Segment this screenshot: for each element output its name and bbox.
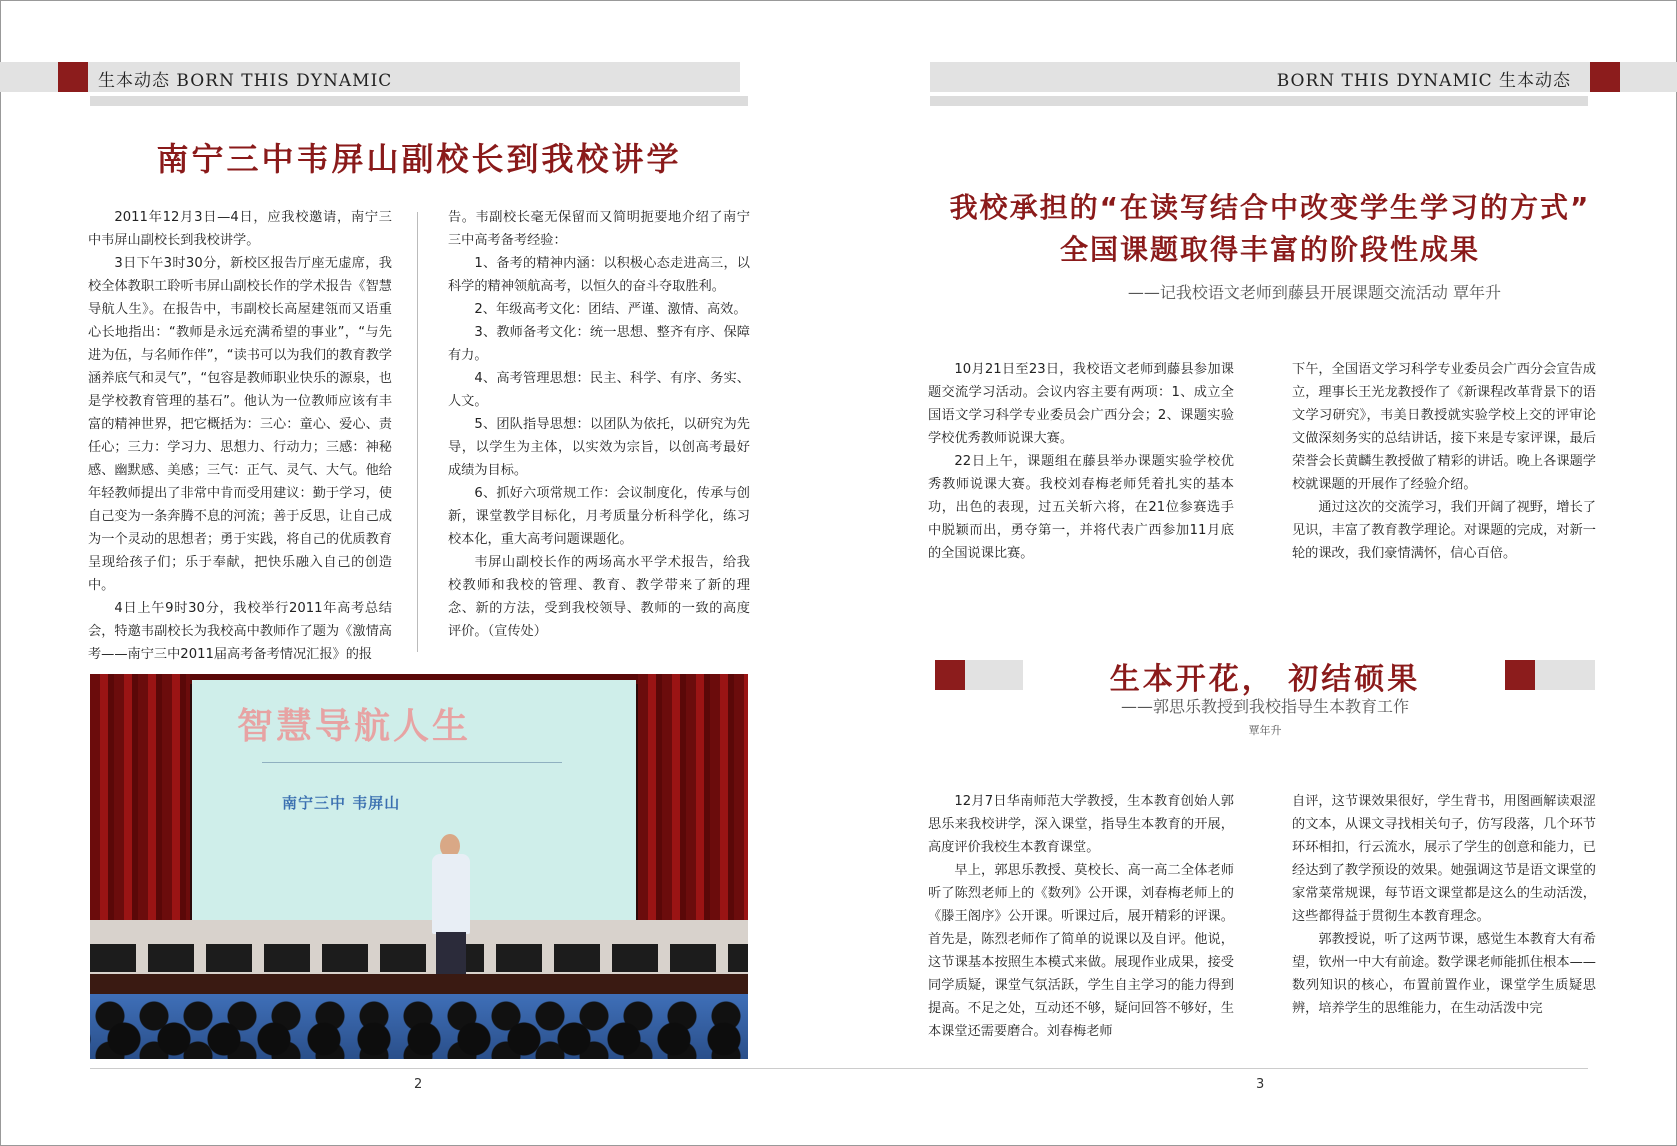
- speaker-legs: [436, 932, 466, 976]
- column-divider: [417, 212, 418, 652]
- page-number-right: 3: [1256, 1077, 1265, 1092]
- lecture-photo: [90, 674, 748, 1059]
- paragraph: 下午，全国语文学习科学专业委员会广西分会宣告成立，理事长王光龙教授作了《新课程改革背景下的语文学习研究》，韦美日教授就实验学校上交的评审论文做深刻务实的总结讲话，接下来是专家评课，最后荣誉会长黄麟生教授做了精彩的讲话。晚上各课题学校就课题的开展作了经验介绍。: [1292, 362, 1596, 492]
- paragraph: 通过这次的交流学习，我们开阔了视野，增长了见识，丰富了教育教学理论。对课题的完成，对新一轮的课改，我们豪情满怀，信心百倍。: [1292, 500, 1596, 561]
- list-item: 1、备考的精神内涵：以积极心态走进高三，以科学的精神领航高考，以恒久的奋斗夺取胜利。: [448, 256, 750, 294]
- paragraph: 2011年12月3日—4日，应我校邀请，南宁三中韦屏山副校长到我校讲学。: [88, 210, 392, 248]
- left-header-square: [58, 62, 88, 92]
- right-article1-column-2: [1292, 358, 1596, 565]
- article2-deco-square-right: [1505, 660, 1535, 690]
- article2-deco-square-left: [935, 660, 965, 690]
- paragraph: 早上，郭思乐教授、莫校长、高一高二全体老师听了陈烈老师上的《数列》公开课，刘春梅老师上的《滕王阁序》公开课。听课过后，展开精彩的评课。首先是，陈烈老师作了简单的说课以及自评。他说，这节课基本按照生本模式来做。展现作业成果，接受同学质疑，课堂气氛活跃，学生自主学习的能力得到提高。不足之处，互动还不够，疑问回答不够好，生本课堂还需要磨合。刘春梅老师: [928, 863, 1234, 1039]
- left-header-rule: [90, 96, 748, 106]
- left-article-title: 南宁三中韦屏山副校长到我校讲学: [156, 140, 682, 178]
- right-header-rule: [930, 96, 1588, 106]
- screen-title: 智慧导航人生: [237, 706, 472, 747]
- stage-chairs: [90, 944, 748, 972]
- right-article2-subtitle: ——郭思乐教授到我校指导生本教育工作: [1120, 697, 1409, 716]
- left-article-column-1: [88, 206, 392, 666]
- right-article1-subtitle: ——记我校语文老师到藤县开展课题交流活动 覃年升: [1127, 283, 1501, 302]
- right-article1-column-1: [928, 358, 1234, 565]
- speaker-body: [432, 854, 470, 934]
- right-article1-title-line2: 全国课题取得丰富的阶段性成果: [1059, 233, 1480, 266]
- page-border-left: [0, 0, 1, 1146]
- right-article2-author: 覃年升: [1248, 724, 1282, 737]
- list-item: 4、高考管理思想：民主、科学、有序、务实、人文。: [448, 371, 750, 409]
- right-article1-title-line1: 我校承担的“在读写结合中改变学生学习的方式”: [949, 191, 1591, 224]
- curtain-right: [638, 674, 748, 934]
- article2-deco-band-left: [965, 660, 1023, 690]
- paragraph: 郭教授说，听了这两节课，感觉生本教育大有希望，钦州一中大有前途。数学课老师能抓住根本——数列知识的核心，布置前置作业，课堂学生质疑思辨，培养学生的思维能力，在生动活泼中完: [1292, 932, 1596, 1016]
- right-article2-column-2: [1292, 790, 1596, 1020]
- curtain-left: [90, 674, 190, 934]
- right-article2-column-1: [928, 790, 1234, 1043]
- list-item: 5、团队指导思想：以团队为依托，以研究为先导，以学生为主体，以实效为宗旨，以创高考最好成绩为目标。: [448, 417, 750, 478]
- left-header-label: 生本动态 BORN THIS DYNAMIC: [98, 71, 393, 91]
- projection-screen: [192, 680, 636, 920]
- left-article-column-2: [448, 206, 750, 643]
- right-header-label: BORN THIS DYNAMIC 生本动态: [1276, 71, 1571, 91]
- page-border-top: [0, 0, 1677, 1]
- footer-rule: [90, 1068, 1588, 1069]
- screen-subtitle: 南宁三中 韦屏山: [282, 794, 401, 812]
- article2-deco-band-right: [1535, 660, 1595, 690]
- paragraph: 自评，这节课效果很好，学生背书，用图画解读艰涩的文本，从课文寻找相关句子，仿写段落，几个环节环环相扣，行云流水，展示了学生的创意和能力，已经达到了教学预设的效果。她强调这节是语文课堂的家常菜常规课，每节语文课堂都是这么的生动活泼，这些都得益于贯彻生本教育理念。: [1292, 794, 1596, 924]
- list-item: 6、抓好六项常规工作：会议制度化，传承与创新，课堂教学目标化，月考质量分析科学化，练习校本化，重大高考问题课题化。: [448, 486, 750, 547]
- paragraph: 4日上午9时30分，我校举行2011年高考总结会，特邀韦副校长为我校高中教师作了题为《激情高考——南宁三中2011届高考备考情况汇报》的报: [88, 601, 392, 662]
- page-number-left: 2: [414, 1077, 423, 1092]
- paragraph: 韦屏山副校长作的两场高水平学术报告，给我校教师和我校的管理、教育、教学带来了新的理念、新的方法，受到我校领导、教师的一致的高度评价。（宣传处）: [448, 555, 750, 639]
- audience-heads: [90, 1019, 748, 1059]
- right-article2-title: 生本开花， 初结硕果: [1109, 662, 1421, 697]
- paragraph: 10月21日至23日，我校语文老师到藤县参加课题交流学习活动。会议内容主要有两项：1、成立全国语文学习科学专业委员会广西分会；2、课题实验学校优秀教师说课大赛。: [928, 362, 1234, 446]
- paragraph: 22日上午，课题组在藤县举办课题实验学校优秀教师说课大赛。我校刘春梅老师凭着扎实的基本功，出色的表现，过五关斩六将，在21位参赛选手中脱颖而出，勇夺第一，并将代表广西参加11月底的全国说课比赛。: [928, 454, 1234, 561]
- right-header-square: [1590, 62, 1620, 92]
- paragraph: 12月7日华南师范大学教授，生本教育创始人郭思乐来我校讲学，深入课堂，指导生本教育的开展，高度评价我校生本教育课堂。: [928, 794, 1234, 855]
- screen-divider: [262, 762, 562, 763]
- list-item: 3、教师备考文化：统一思想、整齐有序、保障有力。: [448, 325, 750, 363]
- list-item: 2、年级高考文化：团结、严谨、激情、高效。: [474, 302, 747, 317]
- paragraph: 告。韦副校长毫无保留而又简明扼要地介绍了南宁三中高考备考经验：: [448, 210, 750, 248]
- paragraph: 3日下午3时30分，新校区报告厅座无虚席，我校全体教职工聆听韦屏山副校长作的学术报告《智慧导航人生》。在报告中，韦副校长高屋建瓴而又语重心长地指出：“教师是永远充满希望的事业”，“与先进为伍，与名师作伴”，“读书可以为我们的教育教学涵养底气和灵气”，“包容是教师职业快乐的源泉，也是学校教育管理的基石”。他认为一位教师应该有丰富的精神世界，把它概括为：三心：童心、爱心、责任心；三力：学习力、思想力、行动力；三感：神秘感、幽默感、美感；三气：正气、灵气、大气。他给年轻教师提出了非常中肯而受用建议：勤于学习，使自己变为一条奔腾不息的河流；善于反思，让自己成为一个灵动的思想者；勇于实践，将自己的优质教育呈现给孩子们；乐于奉献，把快乐融入自己的创造中。: [88, 256, 392, 593]
